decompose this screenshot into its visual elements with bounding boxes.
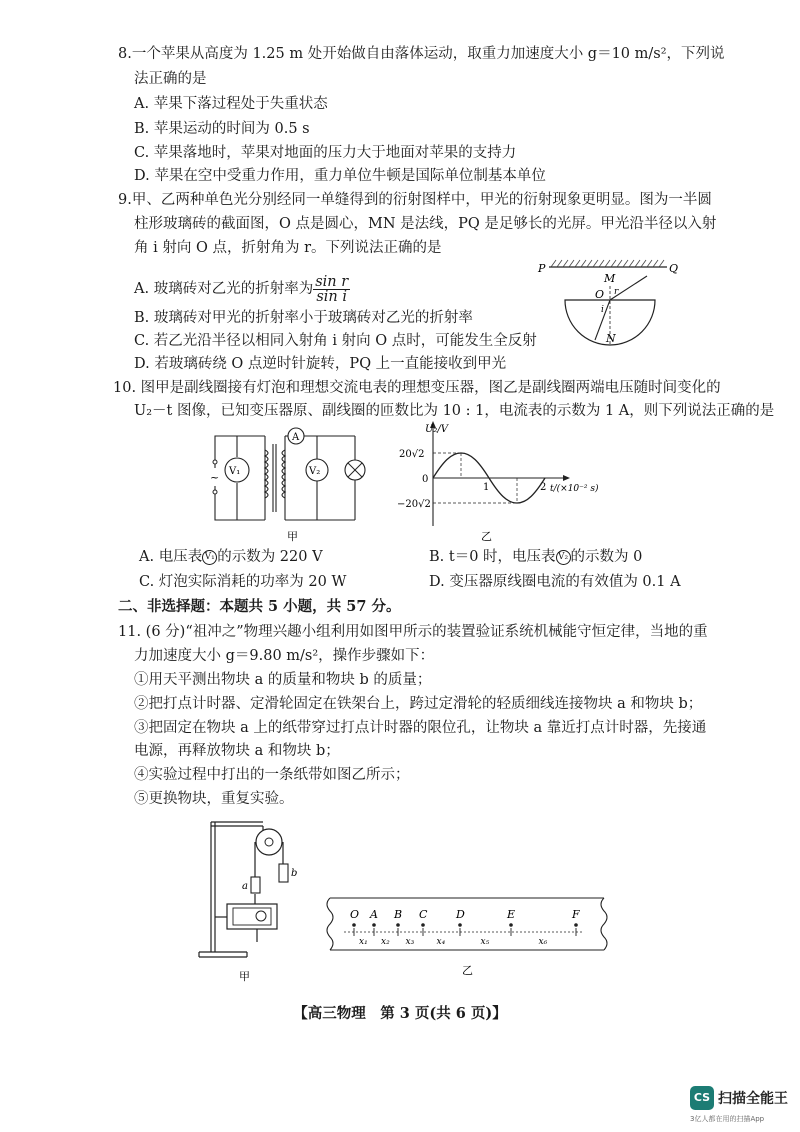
- q10-circuit-figure: [205, 420, 375, 548]
- q11-stem-line1: 11. (6 分)“祖冲之”物理兴趣小组利用如图甲所示的装置验证系统机械能守恒定律，当地的重: [118, 624, 708, 640]
- q10-graph-ylabel: U₂/V: [425, 424, 449, 435]
- tape-point-label: E: [507, 908, 516, 921]
- q10-input-terminal-top: [213, 460, 217, 464]
- section-2-heading: 二、非选择题：本题共 5 小题，共 57 分。: [118, 598, 401, 615]
- q9-label-o: O: [595, 288, 605, 301]
- q10-option-a: [139, 547, 323, 567]
- q9-option-a-text: A. 玻璃砖对乙光的折射率为: [134, 281, 314, 297]
- q10-graph-ytick-top: 20√2: [399, 449, 425, 460]
- tape-point-label: A: [370, 908, 378, 921]
- tape-segment-label: x₄: [436, 937, 446, 947]
- q10-fig-jia-caption: 甲: [287, 530, 298, 543]
- q11-pulley-axle: [265, 838, 273, 846]
- q11-step-5: ⑤更换物块，重复实验。: [134, 791, 294, 807]
- page-footer: 【高三物理 第 3 页(共 6 页)】: [293, 1005, 507, 1022]
- q11-block-b: [279, 864, 288, 882]
- q10-option-b-post: 的示数为 0: [570, 549, 643, 565]
- q11-step-3a: ③把固定在物块 a 上的纸带穿过打点计时器的限位孔，让物块 a 靠近打点计时器，先接通: [134, 720, 707, 736]
- q10-stem-line2: U₂－t 图像，已知变压器原、副线圈的匝数比为 10 : 1，电流表的示数为 1 A，则下列说法正确的是: [134, 403, 775, 419]
- q11-tape-points: [350, 908, 580, 947]
- q9-option-a-fraction: [313, 275, 350, 304]
- tape-point-label: O: [350, 908, 360, 921]
- q8-stem-line2: 法正确的是: [134, 71, 207, 87]
- tape-point-label: F: [572, 908, 580, 921]
- q8-stem-line1: 8.一个苹果从高度为 1.25 m 处开始做自由落体运动，取重力加速度大小 g＝10 m/s²，下列说: [118, 46, 725, 62]
- q10-input-terminal-bottom: [213, 490, 217, 494]
- q8-option-c: C. 苹果落地时，苹果对地面的压力大于地面对苹果的支持力: [134, 145, 517, 161]
- camscanner-name: 扫描全能王: [718, 1091, 788, 1107]
- tape-point-label: B: [394, 908, 403, 921]
- q11-step-2: ②把打点计时器、定滑轮固定在铁架台上，跨过定滑轮的轻质细线连接物块 a 和物块 b；: [134, 696, 703, 712]
- tape-point-dot: [352, 923, 356, 927]
- q9-label-p: P: [538, 262, 546, 275]
- q10-graph-origin: 0: [422, 474, 429, 485]
- q9-option-a: [134, 272, 350, 306]
- q9-screen-hatching: [551, 260, 664, 267]
- tape-point-dot: [458, 923, 462, 927]
- q11-apparatus-figure: [195, 812, 305, 982]
- q11-paper-tape-figure: [322, 892, 612, 982]
- q9-label-n: N: [606, 332, 616, 345]
- q10-graph-xtick-2: 2: [540, 482, 547, 493]
- q9-label-q: Q: [669, 262, 679, 275]
- q11-step-1: ①用天平测出物块 a 的质量和物块 b 的质量；: [134, 672, 432, 688]
- q10-option-a-post: 的示数为 220 V: [217, 549, 323, 565]
- q10-graph-ytick-bottom: −20√2: [397, 499, 431, 510]
- tape-point-label: C: [419, 908, 428, 921]
- q10-option-b: [429, 547, 642, 567]
- q10-option-b-pre: B. t＝0 时，电压表: [429, 549, 556, 565]
- camscanner-slogan: 3亿人都在用的扫描App: [690, 1115, 765, 1123]
- q10-stem-line1: 10. 图甲是副线圈接有灯泡和理想交流电表的理想变压器，图乙是副线圈两端电压随时间变化的: [113, 380, 721, 396]
- tape-point-dot: [509, 923, 513, 927]
- tape-segment-label: x₆: [538, 937, 548, 947]
- tape-segment-label: x₁: [359, 937, 368, 947]
- q11-fig-yi-caption: 乙: [462, 964, 473, 977]
- q9-label-r: r: [614, 287, 619, 297]
- q9-label-i: i: [601, 305, 604, 315]
- tape-point-dot: [396, 923, 400, 927]
- q10-ammeter-label: A: [292, 432, 300, 443]
- q8-option-a: A. 苹果下落过程处于失重状态: [134, 96, 328, 112]
- q10-ac-source-symbol: ~: [210, 471, 220, 484]
- scanner-watermark: [690, 1086, 800, 1132]
- q9-option-b: B. 玻璃砖对甲光的折射率小于玻璃砖对乙光的折射率: [134, 310, 473, 326]
- q10-option-b-meter: V₂: [556, 550, 571, 565]
- tape-segment-label: x₅: [480, 937, 490, 947]
- q11-label-a: a: [242, 881, 248, 892]
- q10-graph-xtick-1: 1: [483, 482, 490, 493]
- q10-v1-label: V₁: [229, 466, 241, 477]
- q10-v2-label: V₂: [309, 466, 321, 477]
- q11-step-4: ④实验过程中打出的一条纸带如图乙所示；: [134, 767, 410, 783]
- q9-stem-line1: 9.甲、乙两种单色光分别经同一单缝得到的衍射图样中，甲光的衍射现象更明显。图为一半圆: [118, 192, 712, 208]
- q9-option-c: C. 若乙光沿半径以相同入射角 i 射向 O 点时，可能发生全反射: [134, 333, 537, 349]
- q9-glass-figure: [535, 256, 685, 370]
- q10-graph-xlabel: t/(×10⁻² s): [550, 484, 599, 494]
- q9-label-m: M: [604, 272, 616, 285]
- q10-option-a-meter: V₁: [202, 550, 217, 565]
- q8-option-b: B. 苹果运动的时间为 0.5 s: [134, 121, 310, 137]
- q10-option-d: D. 变压器原线圈电流的有效值为 0.1 A: [429, 574, 681, 590]
- camscanner-logo-icon: CS: [690, 1086, 714, 1110]
- tape-point-label: D: [456, 908, 465, 921]
- q11-label-b: b: [291, 868, 298, 879]
- q9-fraction-numerator: sin r: [315, 273, 349, 290]
- q9-stem-line3: 角 i 射向 O 点，折射角为 r。下列说法正确的是: [134, 240, 442, 256]
- q10-graph-x-arrow: [563, 475, 570, 481]
- q10-option-a-pre: A. 电压表: [139, 549, 203, 565]
- q11-fig-jia-caption: 甲: [239, 970, 250, 982]
- q10-fig-yi-caption: 乙: [481, 530, 492, 543]
- tape-segment-label: x₃: [405, 937, 415, 947]
- q11-block-a: [251, 877, 260, 893]
- tape-point-dot: [372, 923, 376, 927]
- q9-stem-line2: 柱形玻璃砖的截面图，O 点是圆心，MN 是法线，PQ 是足够长的光屏。甲光沿半径以入射: [134, 216, 717, 232]
- q11-step-3b: 电源，再释放物块 a 和物块 b；: [134, 743, 340, 759]
- q11-stem-line2: 力加速度大小 g＝9.80 m/s²，操作步骤如下：: [134, 648, 435, 664]
- tape-point-dot: [574, 923, 578, 927]
- tape-segment-label: x₂: [381, 937, 390, 947]
- q9-option-d: D. 若玻璃砖绕 O 点逆时针旋转，PQ 上一直能接收到甲光: [134, 356, 507, 372]
- tape-point-dot: [421, 923, 425, 927]
- q11-tape-outline: [327, 898, 607, 950]
- q10-voltage-graph: [395, 418, 615, 550]
- q9-fraction-denominator: sin i: [316, 288, 348, 305]
- q10-option-c: C. 灯泡实际消耗的功率为 20 W: [139, 574, 347, 590]
- q8-option-d: D. 苹果在空中受重力作用，重力单位牛顿是国际单位制基本单位: [134, 168, 546, 184]
